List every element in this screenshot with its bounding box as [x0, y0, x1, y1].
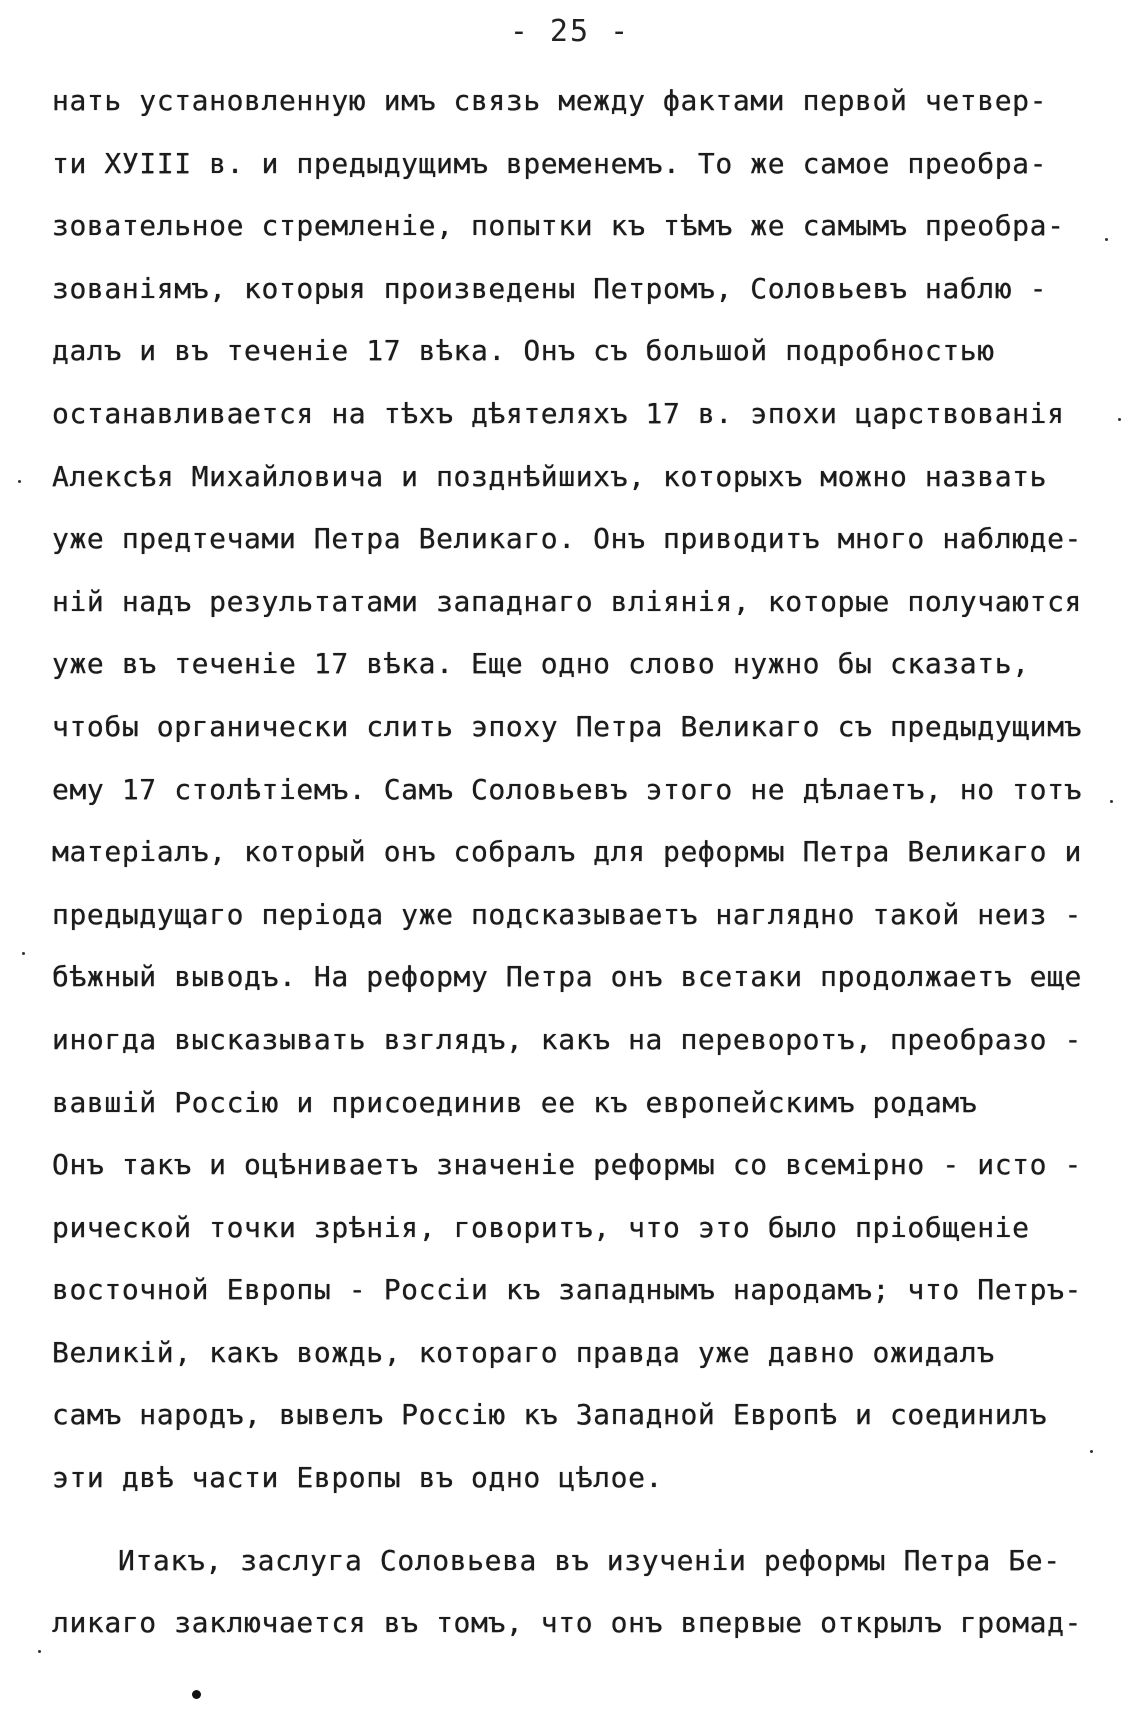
text-line: нать установленную имъ связь между фактами первой четвер- [52, 84, 1048, 117]
text-line: чтобы органически слить эпоху Петра Великаго съ предыдущимъ [52, 709, 1082, 743]
scan-speck [1090, 1450, 1093, 1453]
scan-speck [1118, 418, 1121, 421]
text-line: бѣжный выводъ. На реформу Петра онъ всетаки продолжаетъ еще [52, 960, 1082, 994]
text-line: Онъ такъ и оцѣниваетъ значенiе реформы со всемiрно - исто - [52, 1148, 1082, 1182]
scan-speck [22, 952, 25, 955]
scan-speck [1105, 238, 1108, 241]
text-line: предыдущаго перiода уже подсказываетъ наглядно такой неиз - [52, 897, 1082, 931]
text-line: восточной Европы - Россiи къ западнымъ народамъ; что Петръ- [52, 1273, 1082, 1307]
text-line: самъ народъ, вывелъ Россiю къ Западной Европѣ и соединилъ [52, 1398, 1048, 1432]
text-line: зованiямъ, которыя произведены Петромъ, Соловьевъ наблю - [52, 271, 1048, 305]
text-line: нiй надъ результатами западнаго влiянiя, которые получаются [52, 584, 1082, 618]
text-line: останавливается на тѣхъ дѣятеляхъ 17 в. эпохи царствованiя [52, 396, 1065, 430]
scan-speck [192, 1690, 201, 1699]
page-number: - 25 - [509, 14, 631, 49]
text-line: ти ХУIII в. и предыдущимъ временемъ. То же самое преобра- [52, 146, 1048, 180]
scan-speck [38, 1650, 41, 1653]
text-line: ему 17 столѣтiемъ. Самъ Соловьевъ этого не дѣлаетъ, но тотъ [52, 772, 1082, 806]
text-line: Великiй, какъ вождь, котораго правда уже давно ожидалъ [52, 1335, 995, 1369]
text-line: уже предтечами Петра Великаго. Онъ приводитъ много наблюде- [52, 522, 1082, 556]
text-line: ликаго заключается въ томъ, что онъ впервые открылъ громад- [52, 1606, 1082, 1640]
text-line: вавшiй Россiю и присоединив ее къ европейскимъ родамъ [52, 1085, 978, 1119]
paragraph-start-line: Итакъ, заслуга Соловьева въ изученiи реформы Петра Бе- [118, 1543, 1061, 1577]
text-line: эти двѣ части Европы въ одно цѣлое. [52, 1461, 664, 1495]
text-line: далъ и въ теченiе 17 вѣка. Онъ съ большой подробностью [52, 334, 995, 368]
text-line: зовательное стремленiе, попытки къ тѣмъ же самымъ преобра- [52, 209, 1065, 243]
text-line: рической точки зрѣнiя, говоритъ, что это было прiобщенiе [52, 1210, 1030, 1244]
scan-speck [18, 480, 21, 483]
text-line: матерiалъ, который онъ собралъ для реформы Петра Великаго и [52, 835, 1082, 869]
scan-speck [1110, 800, 1113, 803]
body-text [52, 70, 1092, 1655]
text-line: иногда высказывать взглядъ, какъ на переворотъ, преобразо - [52, 1022, 1082, 1056]
text-line: уже въ теченiе 17 вѣка. Еще одно слово нужно бы сказать, [52, 647, 1030, 681]
text-line: Алексѣя Михайловича и позднѣйшихъ, которыхъ можно назвать [52, 459, 1048, 493]
